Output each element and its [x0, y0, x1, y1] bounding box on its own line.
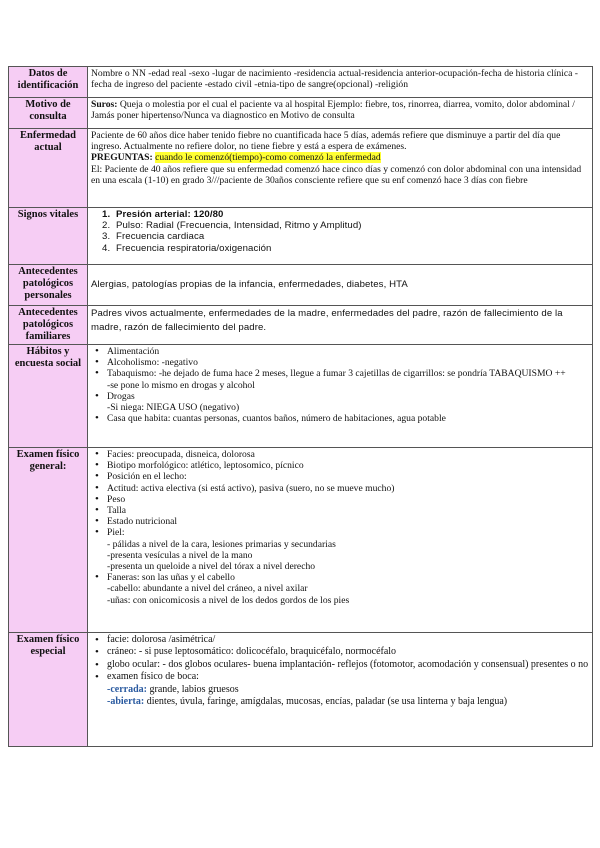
list-item: 3. Frecuencia cardiaca: [113, 231, 589, 242]
label-habitos: Hábitos y encuesta social: [9, 345, 88, 448]
enfermedad-paragraph-2: El: Paciente de 40 años refiere que su enfermedad comenzó hace cinco días y comenzó con dolor abdominal con una intensidad en una escala (1-10) en grado 3///paciente de 30años consciente refiere que su enf comenzó hace 3 días con fiebre: [91, 163, 582, 186]
enfermedad-preguntas: [91, 152, 589, 163]
item-text: facie: dolorosa /asimétrica/: [107, 634, 216, 645]
item-subtext: -presenta vesículas a nivel de la mano: [107, 549, 253, 561]
list-item: [107, 527, 589, 572]
item-text: Facies: preocupada, disneica, dolorosa: [107, 449, 255, 460]
item-text: Tabaquismo: -he dejado de fuma hace 2 meses, llegue a fumar 3 cajetillas de cigarrillos: se pondría TABAQUISMO ++: [107, 368, 566, 380]
list-item: [107, 646, 589, 658]
label-motivo: Motivo de consulta: [9, 98, 88, 129]
list-item: [107, 483, 589, 494]
list-item: [107, 634, 589, 646]
content-especial: [88, 633, 593, 747]
row-familiares: [9, 306, 593, 345]
motivo-text: Queja o molestia por el cual el paciente va al hospital Ejemplo: fiebre, tos, rinorrea, diarrea, vomito, dolor abdominal / Jamás poner hipertenso/Nunca va diagnostico en Motivo de consulta: [91, 99, 575, 122]
list-item: [107, 516, 589, 527]
boca-cerrada: [107, 684, 589, 696]
list-item: [107, 449, 589, 460]
item-text: Casa que habita: cuantas personas, cuantos baños, número de habitaciones, agua potable: [107, 413, 446, 425]
item-text: globo ocular: - dos globos oculares- buena implantación- reflejos (fotomotor, acomodación y consensual) presentes o no: [107, 658, 589, 670]
abierta-label: -abierta:: [107, 696, 145, 708]
item-text: examen físico de boca:: [107, 671, 199, 683]
especial-list: [91, 634, 589, 708]
row-identificacion: [9, 67, 593, 98]
label-enfermedad: Enfermedad actual: [9, 129, 88, 208]
list-item: [107, 357, 589, 368]
list-item: [107, 368, 589, 390]
list-item: 1. Presión arterial: 120/80: [113, 209, 589, 220]
preguntas-label: PREGUNTAS:: [91, 152, 153, 164]
content-motivo: [88, 98, 593, 129]
item-text: Actitud: activa electiva (si está activo), pasiva (suero, no se mueve mucho): [107, 482, 395, 494]
item-subtext: -cabello: abundante a nivel del cráneo, a nivel axilar: [107, 583, 308, 595]
row-personales: [9, 265, 593, 306]
content-habitos: [88, 345, 593, 448]
enfermedad-paragraph-1: Paciente de 60 años dice haber tenido fiebre no cuantificada hace 5 días, además refiere que disminuye a partir del día que ingreso. Actualmente no refiere dolor, no tiene fiebre y está a espera de exámenes.: [91, 130, 561, 153]
label-familiares: Antecedentes patológicos familiares: [9, 306, 88, 345]
motivo-bold: Suros:: [91, 99, 118, 110]
content-identificacion: Nombre o NN -edad real -sexo -lugar de nacimiento -residencia actual-residencia anterior-ocupación-fecha de historia clínica -fecha de ingreso del paciente -estado civil -etnia-tipo de sangre(opcional) -religión: [88, 67, 593, 98]
content-familiares: Padres vivos actualmente, enfermedades de la madre, enfermedades del padre, razón de fallecimiento de la madre, razón de fallecimiento del padre.: [88, 306, 593, 345]
item-text: Peso: [107, 493, 126, 505]
cerrada-text: grande, labios gruesos: [146, 683, 239, 695]
list-item: 2. Pulso: Radial (Frecuencia, Intensidad, Ritmo y Amplitud): [113, 220, 589, 231]
row-enfermedad: [9, 129, 593, 208]
content-signos: [88, 208, 593, 265]
list-item: [107, 572, 589, 606]
list-item: [107, 505, 589, 516]
history-form-table: [8, 66, 593, 747]
abierta-text: dientes, úvula, faringe, amígdalas, mucosas, encías, paladar (se usa linterna y baja lengua): [144, 696, 508, 708]
content-personales: Alergias, patologías propias de la infancia, enfermedades, diabetes, HTA: [88, 265, 593, 306]
list-item: [107, 659, 589, 671]
label-identificacion: Datos de identificación: [9, 67, 88, 98]
item-subtext: - pálidas a nivel de la cara, lesiones primarias y secundarias: [107, 538, 336, 550]
item-text: Faneras: son las uñas y el cabello: [107, 572, 235, 584]
item-text: Posición en el lecho:: [107, 471, 187, 483]
item-text: Estado nutricional: [107, 516, 178, 528]
label-especial: Examen físico especial: [9, 633, 88, 747]
row-signos: [9, 208, 593, 265]
label-general: Examen físico general:: [9, 448, 88, 633]
habitos-list: [91, 346, 589, 424]
item-text: cráneo: - si puse leptosomático: dolicocéfalo, braquicéfalo, normocéfalo: [107, 646, 397, 658]
list-item: [107, 413, 589, 424]
list-item: [107, 471, 589, 482]
list-item: [107, 391, 589, 413]
item-text: Alimentación: [107, 346, 160, 357]
list-item: 4. Frecuencia respiratoria/oxigenación: [113, 243, 589, 254]
list-item: [107, 460, 589, 471]
item-text: Piel:: [107, 527, 125, 539]
signos-list: [91, 209, 589, 254]
item-text: Biotipo morfológico: atlético, leptosomico, pícnico: [107, 460, 304, 472]
list-item: [107, 346, 589, 357]
item-subtext: -uñas: con onicomicosis a nivel de los dedos gordos de los pies: [107, 594, 350, 606]
item-subtext: -presenta un queloide a nivel del tórax a nivel derecho: [107, 561, 316, 573]
item-text: Alcoholismo: -negativo: [107, 357, 198, 369]
list-item: [107, 494, 589, 505]
row-motivo: [9, 98, 593, 129]
item-text: Drogas: [107, 390, 135, 402]
item-text: Talla: [107, 505, 127, 517]
content-enfermedad: [88, 129, 593, 208]
preguntas-highlight: cuando le comenzó(tiempo)-como comenzó la enfermedad: [155, 152, 381, 164]
label-personales: Antecedentes patológicos personales: [9, 265, 88, 306]
row-habitos: [9, 345, 593, 448]
label-signos: Signos vitales: [9, 208, 88, 265]
list-item: [107, 671, 589, 708]
content-general: [88, 448, 593, 633]
row-especial: [9, 633, 593, 747]
cerrada-label: -cerrada:: [107, 683, 147, 695]
boca-abierta: [107, 696, 589, 708]
row-general: [9, 448, 593, 633]
item-subtext: -Si niega: NIEGA USO (negativo): [107, 402, 240, 414]
general-list: [91, 449, 589, 606]
item-subtext: -se pone lo mismo en drogas y alcohol: [107, 379, 255, 391]
